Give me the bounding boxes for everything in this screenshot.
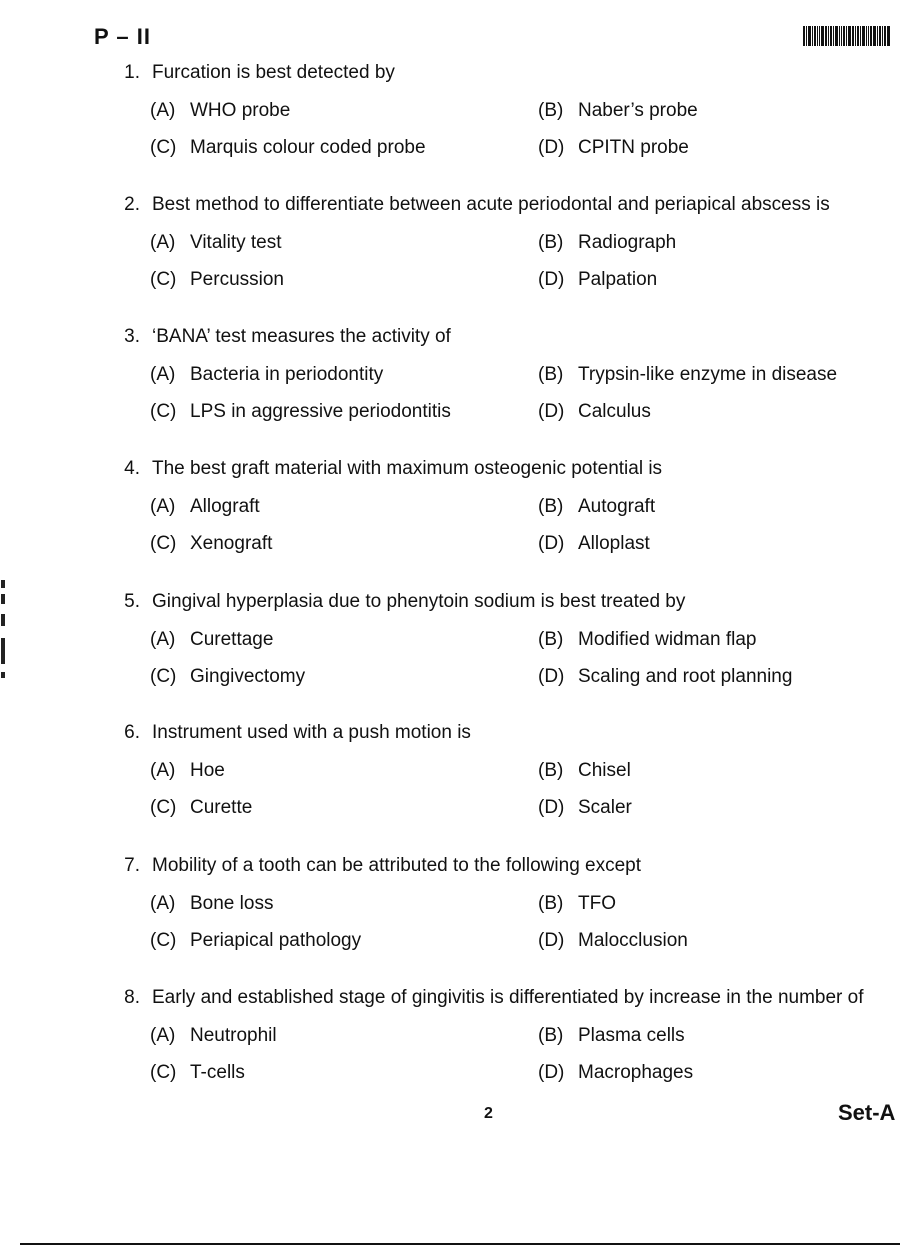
option-d <box>538 666 792 688</box>
option-label: (C) <box>150 1062 177 1083</box>
page-bottom-rule <box>20 1243 900 1245</box>
option-text: TFO <box>578 893 616 914</box>
option-c <box>150 797 252 819</box>
question-text: Best method to differentiate between acute periodontal and periapical abscess is <box>152 194 830 215</box>
question-number: 8. <box>124 987 140 1008</box>
option-text: Trypsin-like enzyme in disease <box>578 364 838 385</box>
option-label: (B) <box>538 629 564 650</box>
question-text: Instrument used with a push motion is <box>152 722 471 743</box>
option-d <box>538 797 632 819</box>
question-number: 5. <box>124 591 140 612</box>
option-a <box>150 232 282 254</box>
option-c <box>150 930 361 952</box>
option-label: (B) <box>538 496 564 517</box>
option-d <box>538 137 689 159</box>
option-label: (A) <box>150 496 176 517</box>
option-a <box>150 893 273 915</box>
question-number: 6. <box>124 722 140 743</box>
question-3 <box>0 326 900 456</box>
option-a <box>150 496 260 518</box>
option-label: (D) <box>538 137 565 158</box>
option-text: Periapical pathology <box>190 930 362 951</box>
option-label: (B) <box>538 760 564 781</box>
option-label: (A) <box>150 232 176 253</box>
question-number: 4. <box>124 458 140 479</box>
question-number: 1. <box>124 62 140 83</box>
option-text: Hoe <box>190 760 225 781</box>
option-c <box>150 533 272 555</box>
option-label: (D) <box>538 930 565 951</box>
option-text: Autograft <box>578 496 656 517</box>
option-label: (C) <box>150 137 177 158</box>
option-b <box>538 893 616 915</box>
option-label: (C) <box>150 666 177 687</box>
option-a <box>150 364 383 386</box>
question-4 <box>0 458 900 588</box>
option-d <box>538 269 657 291</box>
option-label: (C) <box>150 269 177 290</box>
option-label: (D) <box>538 666 565 687</box>
option-label: (D) <box>538 269 565 290</box>
option-text: Naber’s probe <box>578 100 698 121</box>
option-label: (D) <box>538 1062 565 1083</box>
option-a <box>150 1025 277 1047</box>
option-text: Malocclusion <box>578 930 688 951</box>
option-b <box>538 364 837 386</box>
option-b <box>538 1025 685 1047</box>
option-text: Curettage <box>190 629 274 650</box>
option-label: (A) <box>150 364 176 385</box>
option-d <box>538 533 650 555</box>
option-c <box>150 666 305 688</box>
option-text: Scaler <box>578 797 632 818</box>
option-a <box>150 760 225 782</box>
question-1 <box>0 62 900 192</box>
option-text: Macrophages <box>578 1062 694 1083</box>
option-c <box>150 401 451 423</box>
option-label: (B) <box>538 100 564 121</box>
option-label: (A) <box>150 893 176 914</box>
option-label: (C) <box>150 401 177 422</box>
question-number: 2. <box>124 194 140 215</box>
option-b <box>538 629 756 651</box>
option-d <box>538 401 651 423</box>
option-text: Neutrophil <box>190 1025 277 1046</box>
option-label: (C) <box>150 930 177 951</box>
paper-code: P – II <box>94 24 151 49</box>
option-text: Alloplast <box>578 533 650 554</box>
option-text: Scaling and root planning <box>578 666 793 687</box>
option-text: Allograft <box>190 496 260 517</box>
question-number: 3. <box>124 326 140 347</box>
question-5 <box>0 591 900 721</box>
option-label: (D) <box>538 401 565 422</box>
option-text: Percussion <box>190 269 284 290</box>
question-text: The best graft material with maximum osteogenic potential is <box>152 458 663 479</box>
question-text: Early and established stage of gingivitis is differentiated by increase in the number of <box>152 987 864 1008</box>
option-label: (A) <box>150 760 176 781</box>
option-text: Calculus <box>578 401 651 422</box>
option-label: (C) <box>150 797 177 818</box>
option-b <box>538 496 655 518</box>
option-text: Palpation <box>578 269 658 290</box>
option-text: Vitality test <box>190 232 282 253</box>
question-8 <box>0 987 900 1117</box>
option-b <box>538 760 631 782</box>
option-text: Chisel <box>578 760 631 781</box>
option-label: (D) <box>538 533 565 554</box>
question-text: Gingival hyperplasia due to phenytoin sodium is best treated by <box>152 591 686 612</box>
scan-mark <box>0 580 6 680</box>
option-text: Marquis colour coded probe <box>190 137 426 158</box>
option-label: (B) <box>538 364 564 385</box>
option-text: Xenograft <box>190 533 273 554</box>
option-label: (A) <box>150 100 176 121</box>
option-text: LPS in aggressive periodontitis <box>190 401 451 422</box>
option-text: Modified widman flap <box>578 629 757 650</box>
question-text: Mobility of a tooth can be attributed to the following except <box>152 855 642 876</box>
option-label: (A) <box>150 1025 176 1046</box>
option-text: WHO probe <box>190 100 291 121</box>
question-text: Furcation is best detected by <box>152 62 395 83</box>
option-b <box>538 232 676 254</box>
option-text: Gingivectomy <box>190 666 306 687</box>
option-d <box>538 930 688 952</box>
barcode-icon <box>803 26 899 46</box>
option-label: (B) <box>538 1025 564 1046</box>
set-label: Set-A <box>838 1100 896 1125</box>
option-c <box>150 1062 245 1084</box>
option-text: Bone loss <box>190 893 274 914</box>
question-text: ‘BANA’ test measures the activity of <box>152 326 451 347</box>
question-7 <box>0 855 900 985</box>
option-c <box>150 269 284 291</box>
option-a <box>150 629 273 651</box>
option-d <box>538 1062 693 1084</box>
question-6 <box>0 722 900 852</box>
option-a <box>150 100 290 122</box>
option-text: Curette <box>190 797 253 818</box>
option-text: T-cells <box>190 1062 245 1083</box>
option-label: (D) <box>538 797 565 818</box>
question-number: 7. <box>124 855 140 876</box>
option-text: CPITN probe <box>578 137 689 158</box>
option-c <box>150 137 426 159</box>
page-number: 2 <box>484 1105 493 1122</box>
option-label: (B) <box>538 893 564 914</box>
option-label: (C) <box>150 533 177 554</box>
option-text: Bacteria in periodontity <box>190 364 384 385</box>
option-text: Plasma cells <box>578 1025 685 1046</box>
option-label: (A) <box>150 629 176 650</box>
option-label: (B) <box>538 232 564 253</box>
option-text: Radiograph <box>578 232 677 253</box>
question-2 <box>0 194 900 324</box>
option-b <box>538 100 698 122</box>
